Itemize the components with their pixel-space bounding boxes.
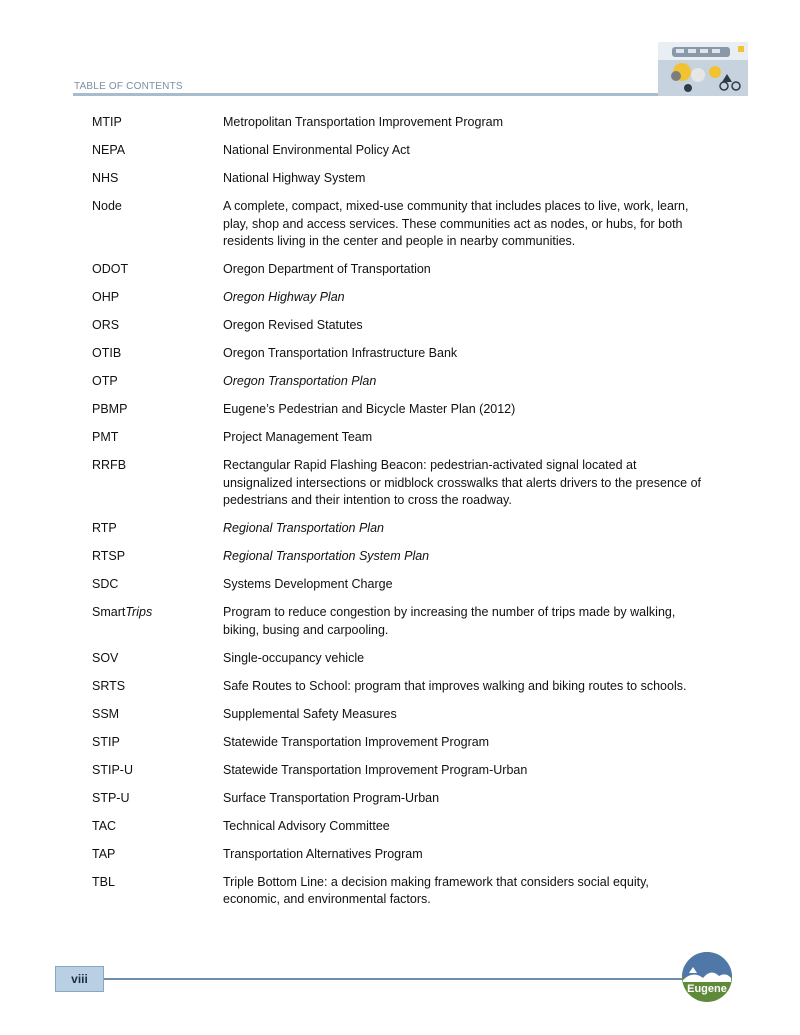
definition: Oregon Transportation Plan: [223, 374, 377, 388]
list-item: [92, 548, 732, 566]
abbreviation: RTSP: [92, 549, 126, 563]
list-item: [92, 874, 732, 909]
abbreviation: SDC: [92, 577, 119, 591]
abbreviation: SOV: [92, 650, 119, 665]
abbreviation: NEPA: [92, 143, 126, 157]
abbreviation: OTP: [92, 374, 118, 388]
list-item: [92, 170, 732, 188]
list-item: [92, 457, 732, 510]
definition: A complete, compact, mixed-use community that includes places to live, work, learn, play, shop and access services. These communities act as nodes, or hubs, for both residents living in the center and people in nearby communities.: [223, 199, 689, 248]
definition: Regional Transportation Plan: [223, 521, 384, 535]
list-item: [92, 114, 732, 132]
definition: Technical Advisory Committee: [223, 818, 390, 833]
definition: Systems Development Charge: [223, 577, 393, 591]
definition: Transportation Alternatives Program: [223, 846, 423, 861]
abbreviation: TAC: [92, 818, 117, 833]
abbreviation: STP-U: [92, 790, 130, 805]
definition: National Environmental Policy Act: [223, 143, 410, 157]
abbreviation-list: [92, 114, 732, 919]
list-item: [92, 650, 732, 668]
definition: Single-occupancy vehicle: [223, 650, 365, 665]
abbreviation: OTIB: [92, 346, 122, 360]
list-item: [92, 261, 732, 279]
definition: Metropolitan Transportation Improvement Program: [223, 115, 503, 129]
list-item: [92, 576, 732, 594]
list-item: [92, 678, 732, 696]
abbreviation: Node: [92, 199, 122, 213]
list-item: [92, 373, 732, 391]
definition: Project Management Team: [223, 430, 373, 444]
list-item: [92, 142, 732, 160]
transportation-collage-icon: [658, 42, 748, 96]
list-item: [92, 604, 732, 639]
page-header-title: TABLE OF CONTENTS: [74, 81, 183, 92]
abbreviation: RTP: [92, 521, 117, 535]
definition: Supplemental Safety Measures: [223, 706, 397, 721]
list-item: [92, 401, 732, 419]
abbreviation: MTIP: [92, 115, 122, 129]
abbreviation: TAP: [92, 846, 116, 861]
definition: Eugene’s Pedestrian and Bicycle Master Plan (2012): [223, 402, 516, 416]
logo-text: Eugene: [687, 983, 727, 995]
abbreviation: STIP-U: [92, 762, 133, 777]
abbreviation: PMT: [92, 430, 119, 444]
abbreviation-prefix: Smart: [92, 605, 126, 619]
list-item: [92, 734, 732, 752]
definition: Safe Routes to School: program that improves walking and biking routes to schools.: [223, 678, 687, 693]
list-item: [92, 317, 732, 335]
list-item: [92, 762, 732, 780]
definition: Oregon Transportation Infrastructure Bank: [223, 346, 458, 360]
list-item: [92, 846, 732, 864]
abbreviation: NHS: [92, 171, 119, 185]
abbreviation: ORS: [92, 318, 120, 332]
definition: Regional Transportation System Plan: [223, 549, 430, 563]
list-item: [92, 790, 732, 808]
abbreviation: STIP: [92, 734, 120, 749]
abbreviation: PBMP: [92, 402, 128, 416]
definition: Surface Transportation Program-Urban: [223, 790, 440, 805]
abbreviation: SSM: [92, 706, 120, 721]
definition: Oregon Revised Statutes: [223, 318, 363, 332]
list-item: [92, 345, 732, 363]
definition: Statewide Transportation Improvement Program: [223, 734, 490, 749]
abbreviation-suffix: Trips: [125, 605, 153, 619]
list-item: [92, 198, 732, 251]
eugene-logo-icon: [681, 950, 733, 1004]
abbreviation: TBL: [92, 874, 115, 889]
list-item: [92, 289, 732, 307]
abbreviation: RRFB: [92, 458, 127, 472]
abbreviation: ODOT: [92, 262, 129, 276]
definition: Rectangular Rapid Flashing Beacon: pedestrian-activated signal located at unsignalized intersections or midblock crosswalks that alerts drivers to the presence of pedestrians and their intention to cross the roadway.: [223, 458, 701, 507]
abbreviation: [92, 604, 223, 622]
list-item: [92, 520, 732, 538]
list-item: [92, 429, 732, 447]
page-number-badge: viii: [55, 966, 104, 992]
list-item: [92, 706, 732, 724]
definition: Oregon Department of Transportation: [223, 262, 431, 276]
definition: National Highway System: [223, 171, 366, 185]
definition: Triple Bottom Line: a decision making framework that considers social equity, economic, and environmental factors.: [223, 874, 649, 906]
header-divider: [73, 93, 748, 96]
definition: Statewide Transportation Improvement Program-Urban: [223, 762, 528, 777]
definition: Program to reduce congestion by increasing the number of trips made by walking, biking, busing and carpooling.: [223, 605, 676, 637]
list-item: [92, 818, 732, 836]
abbreviation: OHP: [92, 290, 120, 304]
definition: Oregon Highway Plan: [223, 290, 345, 304]
abbreviation: SRTS: [92, 678, 126, 693]
footer-divider: [104, 978, 686, 980]
